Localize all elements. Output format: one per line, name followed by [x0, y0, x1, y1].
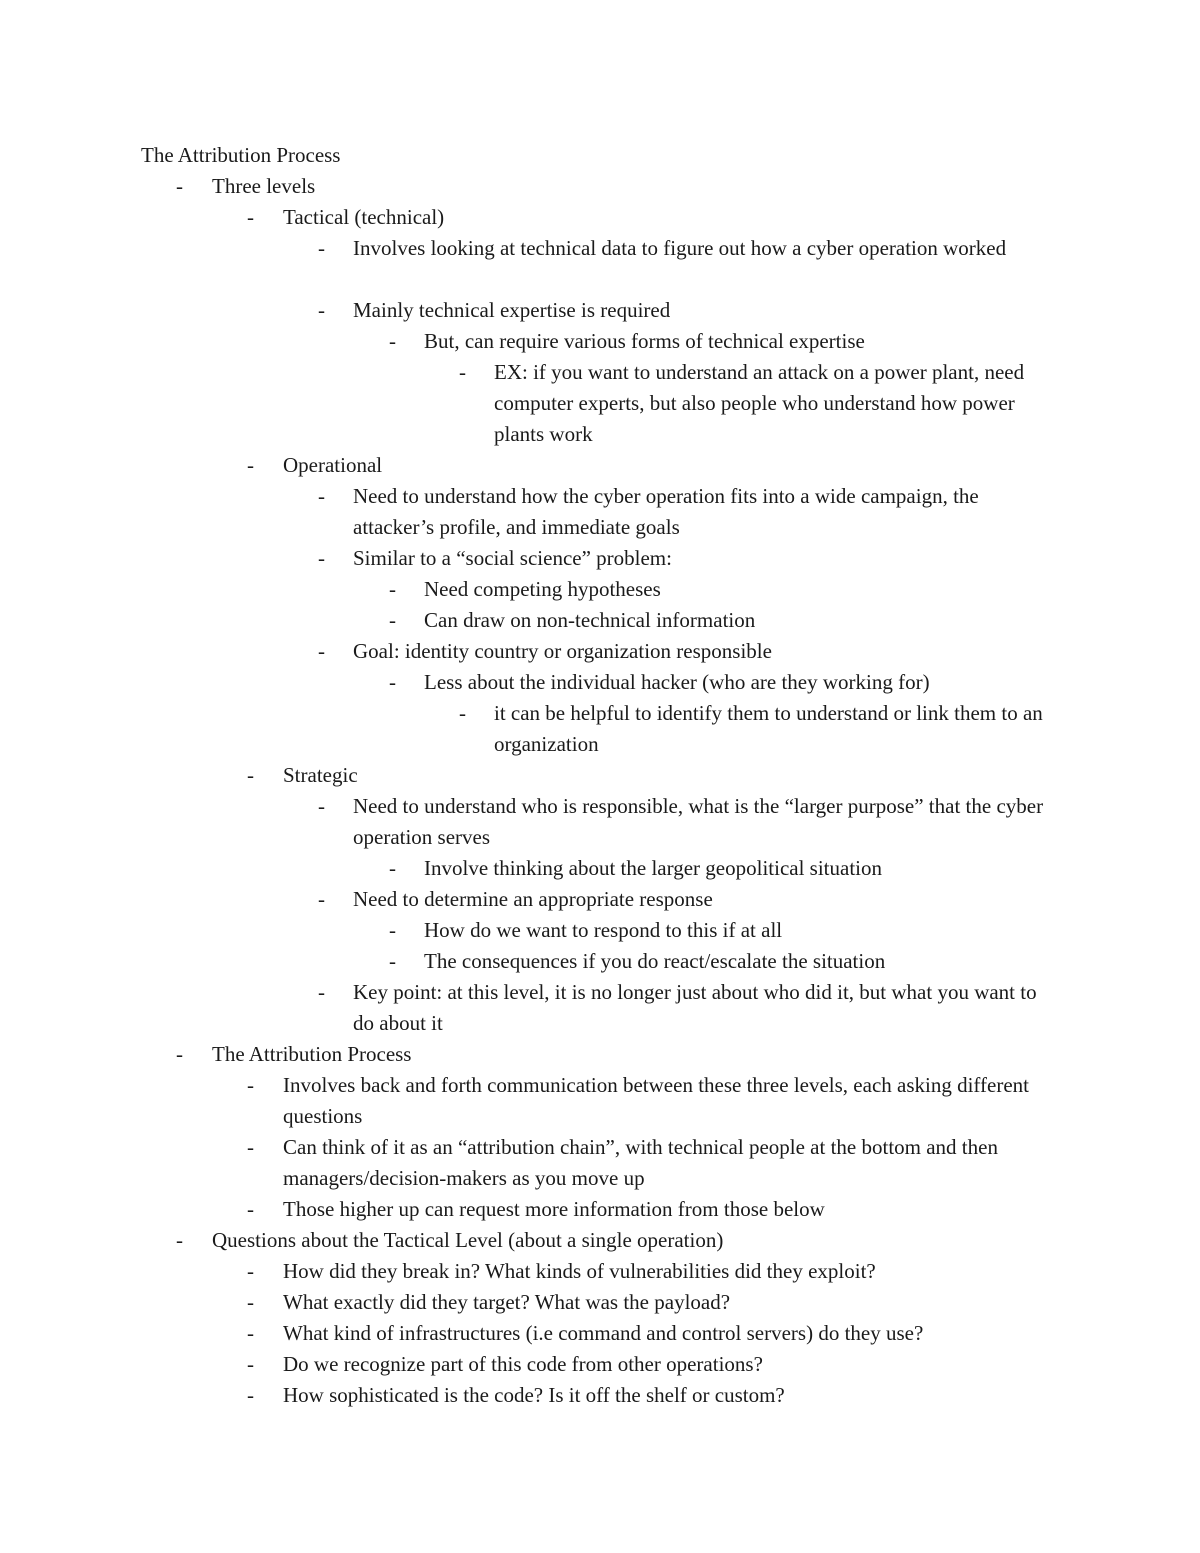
outline-item-text: Do we recognize part of this code from other operations? [283, 1352, 763, 1376]
outline-item-level-2 [247, 1194, 1062, 1225]
bullet-dash: - [318, 484, 325, 508]
outline-item-level-3 [318, 791, 1062, 853]
outline-item-level-2 [247, 1287, 1062, 1318]
bullet-dash: - [247, 1352, 254, 1376]
bullet-dash: - [318, 887, 325, 911]
outline-item-text: Need competing hypotheses [424, 577, 661, 601]
outline-item-text: The Attribution Process [212, 1042, 412, 1066]
bullet-dash: - [389, 856, 396, 880]
outline-item-level-3 [318, 233, 1062, 264]
outline-item-text: it can be helpful to identify them to understand or link them to an organization [494, 701, 1043, 756]
outline-item-level-2 [247, 1380, 1062, 1411]
outline-item-level-4 [389, 667, 1062, 698]
outline-item-level-5 [459, 698, 1062, 760]
outline-item-text: Tactical (technical) [283, 205, 445, 229]
bullet-dash: - [247, 763, 254, 787]
outline-item-level-3 [318, 636, 1062, 667]
bullet-dash: - [389, 329, 396, 353]
bullet-dash: - [176, 1228, 183, 1252]
bullet-dash: - [247, 1321, 254, 1345]
outline-item-level-3 [318, 977, 1062, 1039]
outline-item-level-1 [176, 1225, 1062, 1256]
outline-item-level-4 [389, 915, 1062, 946]
outline-item-level-3 [318, 543, 1062, 574]
outline-item-text: How did they break in? What kinds of vulnerabilities did they exploit? [283, 1259, 876, 1283]
bullet-dash: - [459, 360, 466, 384]
bullet-dash: - [247, 1197, 254, 1221]
outline-item-text: Operational [283, 453, 383, 477]
bullet-dash: - [389, 949, 396, 973]
outline-item-text: Can think of it as an “attribution chain”, with technical people at the bottom and then managers/decision-makers as you move up [283, 1135, 998, 1190]
bullet-dash: - [247, 453, 254, 477]
bullet-dash: - [318, 298, 325, 322]
outline-item-level-2 [247, 450, 1062, 481]
bullet-dash: - [247, 1259, 254, 1283]
outline-item-level-3 [318, 481, 1062, 543]
bullet-dash: - [318, 546, 325, 570]
outline-item-level-2 [247, 202, 1062, 233]
outline-item-text: Involve thinking about the larger geopolitical situation [424, 856, 883, 880]
outline-item-level-3 [318, 295, 1062, 326]
outline-item-text: What kind of infrastructures (i.e command and control servers) do they use? [283, 1321, 924, 1345]
outline-item-text: Goal: identity country or organization responsible [353, 639, 772, 663]
outline-item-level-2 [247, 1256, 1062, 1287]
outline-item-text: Three levels [212, 174, 316, 198]
outline-item-text: Similar to a “social science” problem: [353, 546, 672, 570]
outline-item-text: What exactly did they target? What was the payload? [283, 1290, 731, 1314]
outline-item-text: Need to understand who is responsible, what is the “larger purpose” that the cyber operation serves [353, 794, 1044, 849]
outline-item-text: But, can require various forms of technical expertise [424, 329, 865, 353]
bullet-dash: - [318, 236, 325, 260]
bullet-dash: - [176, 174, 183, 198]
bullet-dash: - [389, 670, 396, 694]
outline-item-level-2 [247, 1318, 1062, 1349]
outline-item-text: Can draw on non-technical information [424, 608, 756, 632]
outline-item-text: Questions about the Tactical Level (about a single operation) [212, 1228, 724, 1252]
outline-item-level-2 [247, 760, 1062, 791]
outline-item-text: Those higher up can request more information from those below [283, 1197, 825, 1221]
bullet-dash: - [318, 639, 325, 663]
bullet-dash: - [247, 205, 254, 229]
outline-item-level-5 [459, 357, 1062, 450]
outline-item-level-2 [247, 1132, 1062, 1194]
bullet-dash: - [389, 608, 396, 632]
bullet-dash: - [318, 794, 325, 818]
outline-item-text: How sophisticated is the code? Is it off the shelf or custom? [283, 1383, 785, 1407]
outline-item-level-2 [247, 1070, 1062, 1132]
outline-item-level-4 [389, 946, 1062, 977]
bullet-dash: - [389, 577, 396, 601]
outline-item-text: Need to understand how the cyber operation fits into a wide campaign, the attacker’s profile, and immediate goals [353, 484, 979, 539]
bullet-dash: - [247, 1383, 254, 1407]
bullet-dash: - [176, 1042, 183, 1066]
outline-item-text: Need to determine an appropriate response [353, 887, 713, 911]
bullet-dash: - [459, 701, 466, 725]
outline-item-text: Less about the individual hacker (who are they working for) [424, 670, 930, 694]
outline-item-level-4 [389, 853, 1062, 884]
outline-item-text: Mainly technical expertise is required [353, 298, 671, 322]
outline-item-text: EX: if you want to understand an attack on a power plant, need computer experts, but also people who understand how power plants work [494, 360, 1025, 446]
bullet-dash: - [247, 1135, 254, 1159]
outline-item-text: How do we want to respond to this if at all [424, 918, 783, 942]
outline-item-level-4 [389, 326, 1062, 357]
document-title: The Attribution Process [141, 143, 341, 167]
outline-item-text: The consequences if you do react/escalate the situation [424, 949, 886, 973]
outline-item-text: Involves looking at technical data to figure out how a cyber operation worked [353, 236, 1007, 260]
outline-item-level-4 [389, 605, 1062, 636]
bullet-dash: - [318, 980, 325, 1004]
bullet-dash: - [247, 1290, 254, 1314]
outline-item-text: Involves back and forth communication between these three levels, each asking different questions [283, 1073, 1030, 1128]
outline-item-level-3 [318, 884, 1062, 915]
bullet-dash: - [389, 918, 396, 942]
bullet-dash: - [247, 1073, 254, 1097]
outline-item-text: Strategic [283, 763, 358, 787]
outline-item-level-2 [247, 1349, 1062, 1380]
outline-item-text: Key point: at this level, it is no longer just about who did it, but what you want to do about it [353, 980, 1037, 1035]
outline-item-level-1 [176, 171, 1062, 202]
outline-item-level-4 [389, 574, 1062, 605]
outline-item-level-1 [176, 1039, 1062, 1070]
